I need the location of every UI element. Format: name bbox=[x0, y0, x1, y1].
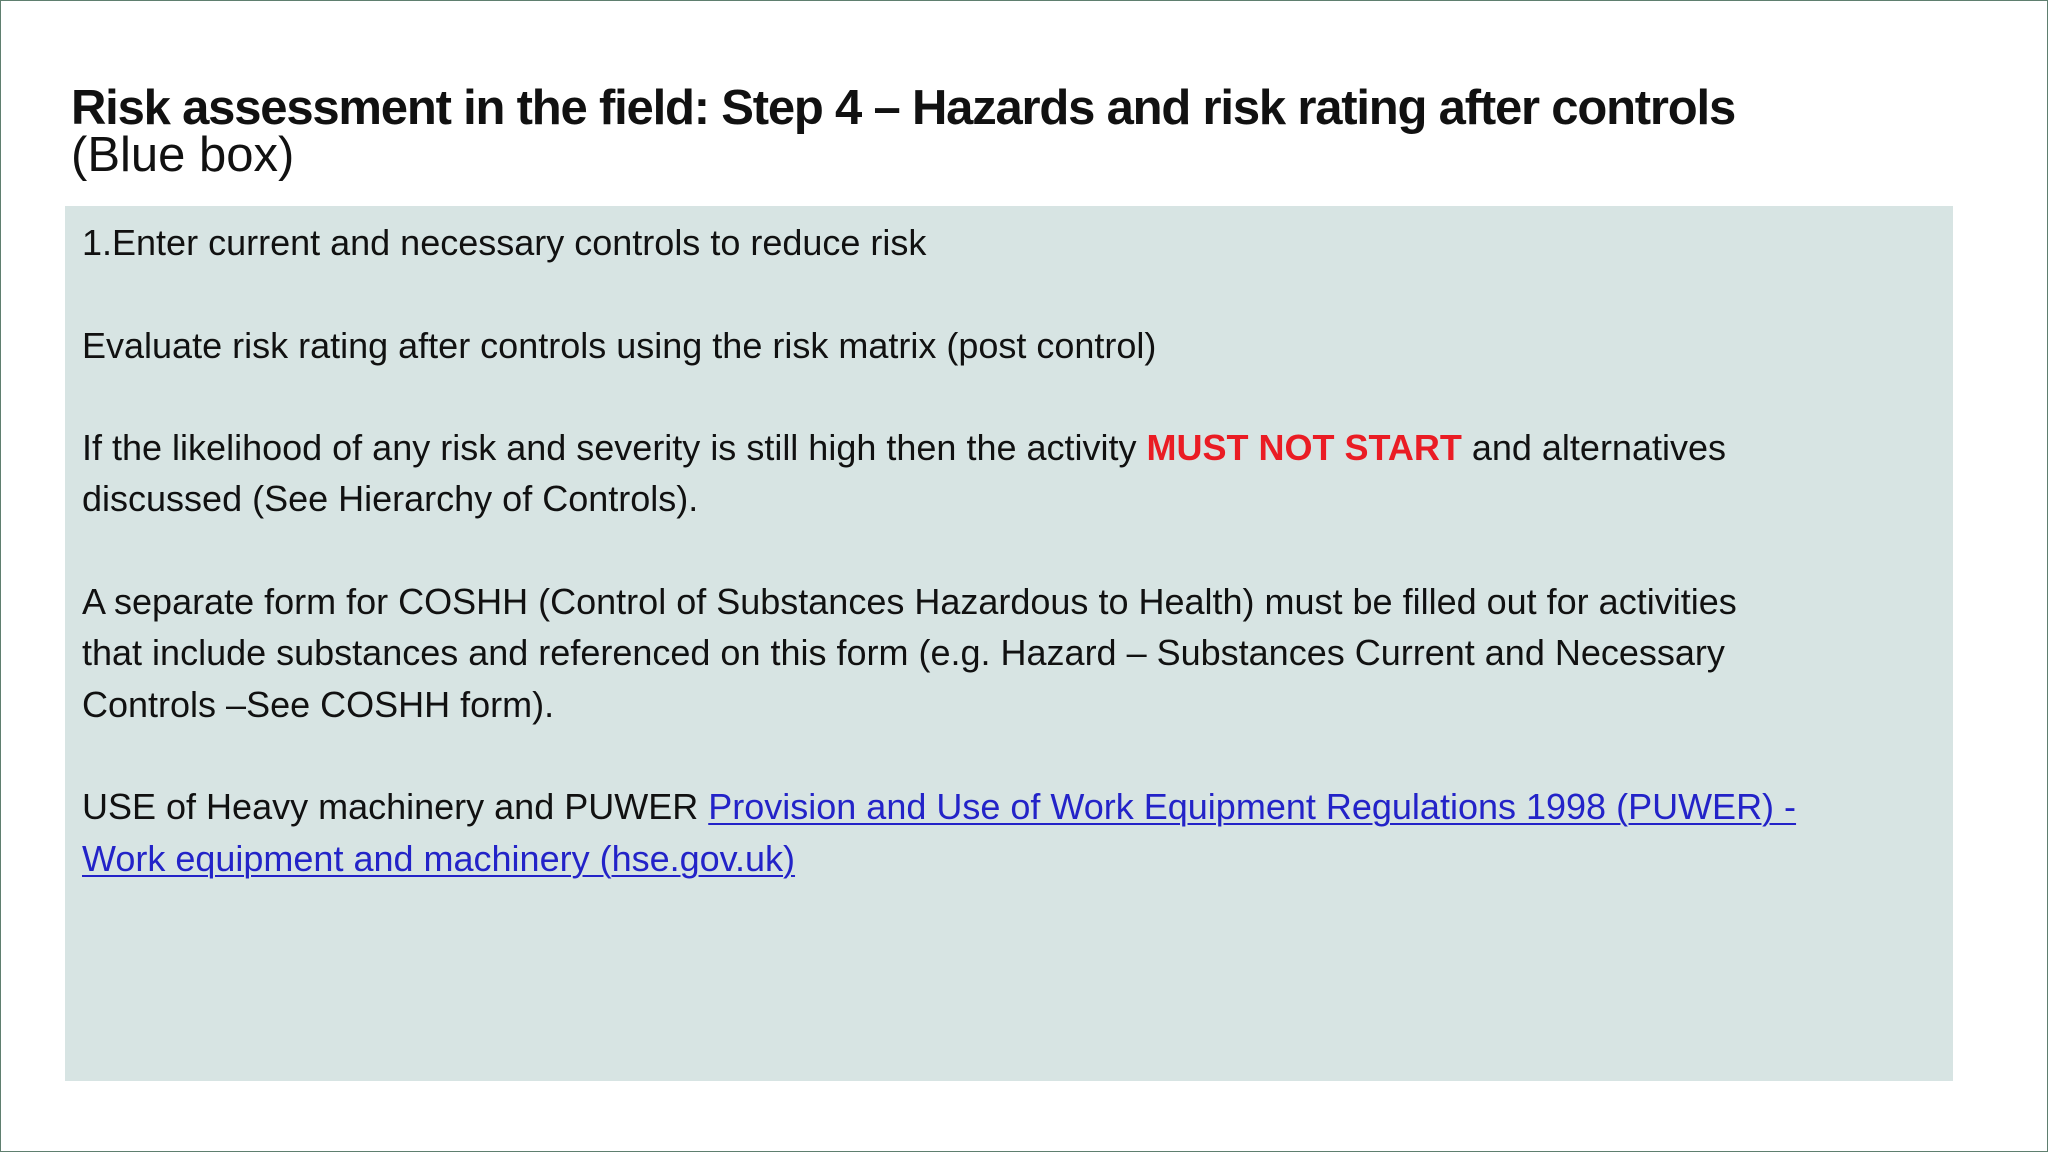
instruction-item-3-text-after: and alternatives bbox=[1461, 427, 1726, 469]
instruction-item-4 bbox=[82, 576, 1942, 730]
instruction-item-3-line-2: discussed (See Hierarchy of Controls). bbox=[82, 478, 699, 520]
instruction-item-5-line-2 bbox=[82, 833, 1942, 884]
instruction-item-3-line-1 bbox=[82, 422, 1942, 473]
blue-content-box bbox=[65, 206, 1953, 1081]
slide-title: Risk assessment in the field: Step 4 – Hazards and risk rating after controls bbox=[71, 81, 1735, 135]
instruction-item-4-line-2: that include substances and referenced on this form (e.g. Hazard – Substances Current and Necessary bbox=[82, 632, 1725, 674]
instruction-item-3-text-before: If the likelihood of any risk and severity is still high then the activity bbox=[82, 427, 1147, 469]
instruction-text bbox=[82, 217, 1942, 935]
puwer-link-line-1[interactable]: Provision and Use of Work Equipment Regulations 1998 (PUWER) - bbox=[708, 786, 1797, 828]
must-not-start-warning: MUST NOT START bbox=[1146, 427, 1462, 469]
instruction-item-1: 1.Enter current and necessary controls to reduce risk bbox=[82, 222, 927, 263]
instruction-item-4-line-1: A separate form for COSHH (Control of Substances Hazardous to Health) must be filled out for activities bbox=[82, 581, 1737, 623]
puwer-prefix-text: USE of Heavy machinery and PUWER bbox=[82, 786, 709, 828]
instruction-item-2: Evaluate risk rating after controls using the risk matrix (post control) bbox=[82, 324, 1157, 366]
instruction-item-3 bbox=[82, 422, 1942, 525]
slide-header bbox=[71, 81, 1971, 181]
puwer-link-line-2[interactable]: Work equipment and machinery (hse.gov.uk) bbox=[82, 837, 796, 879]
slide-subtitle: (Blue box) bbox=[71, 128, 295, 182]
instruction-item-5-line-1 bbox=[82, 781, 1942, 832]
instruction-item-4-line-3: Controls –See COSHH form). bbox=[82, 683, 555, 725]
instruction-item-5 bbox=[82, 781, 1942, 884]
